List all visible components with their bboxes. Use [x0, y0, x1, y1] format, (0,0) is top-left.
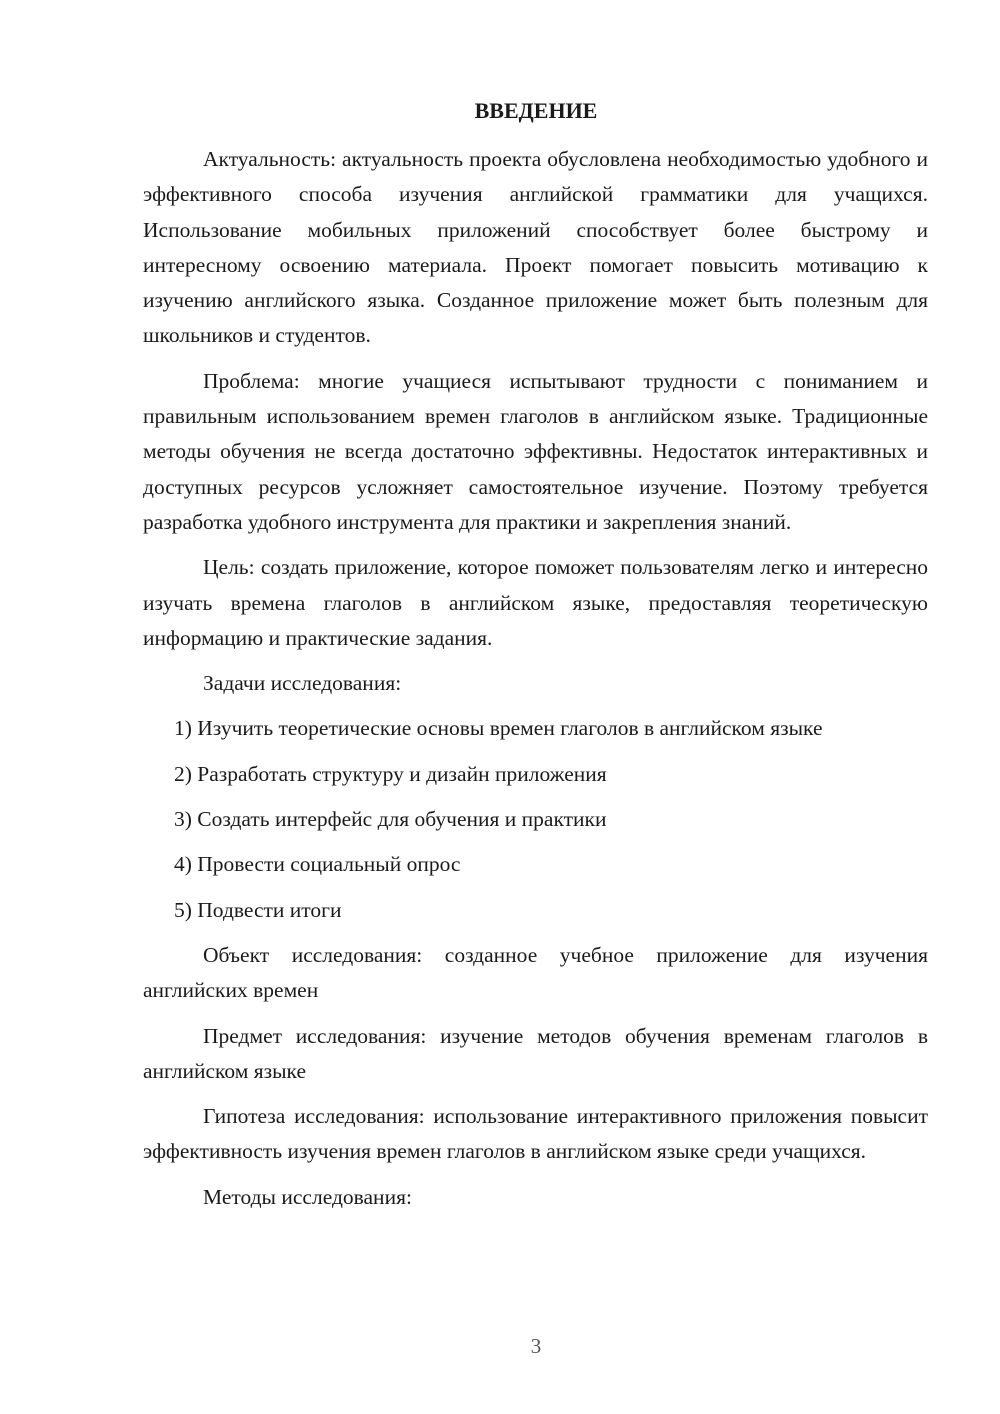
problem-paragraph: Проблема: многие учащиеся испытывают трудности с пониманием и правильным использованием времен глаголов в английском языке. Традиционные методы обучения не всегда достаточно эффективны. Недостаток интерактивных и доступных ресурсов усложняет самостоятельное изучение. Поэтому требуется разработка удобного инструмента для практики и закрепления знаний. — [143, 368, 928, 534]
page-title: ВВЕДЕНИЕ — [474, 98, 598, 123]
task-item: 3) Создать интерфейс для обучения и практики — [174, 807, 607, 832]
goal-paragraph: Цель: создать приложение, которое поможет пользователям легко и интересно изучать времена глаголов в английском языке, предоставляя теоретическую информацию и практические задания. — [143, 555, 928, 650]
page-number: 3 — [530, 1334, 542, 1358]
document-body — [143, 142, 928, 1225]
methods-heading: Методы исследования: — [203, 1184, 412, 1209]
subject-paragraph: Предмет исследования: изучение методов обучения временам глаголов в английском языке — [143, 1023, 928, 1083]
object-paragraph: Объект исследования: созданное учебное приложение для изучения английских времен — [143, 942, 928, 1003]
hypothesis-paragraph: Гипотеза исследования: использование интерактивного приложения повысит эффективность изучения времен глаголов в английском языке среди учащихся. — [143, 1104, 928, 1164]
relevance-paragraph: Актуальность: актуальность проекта обусловлена необходимостью удобного и эффективного способа изучения английской грамматики для учащихся. Использование мобильных приложений способствует более быстрому и интересному освоению материала. Проект помогает повысить мотивацию к изучению английского языка. Созданное приложение может быть полезным для школьников и студентов. — [143, 147, 928, 348]
task-item: 2) Разработать структуру и дизайн приложения — [174, 761, 607, 786]
task-item: 4) Провести социальный опрос — [174, 852, 461, 877]
task-item: 5) Подвести итоги — [174, 897, 342, 922]
tasks-list — [143, 711, 928, 927]
task-item: 1) Изучить теоретические основы времен глаголов в английском языке — [174, 716, 823, 741]
tasks-heading: Задачи исследования: — [203, 671, 402, 696]
